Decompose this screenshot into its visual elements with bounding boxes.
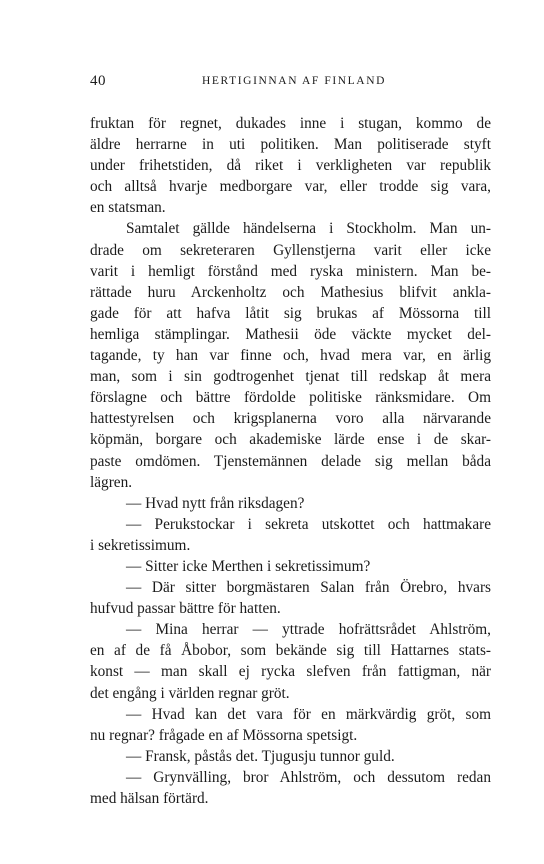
- text-line: lägren.: [90, 473, 133, 491]
- text-line: drade om sekreteraren Gyllenstjerna varit eller icke: [90, 241, 491, 259]
- text-line: konst — man skall ej rycka slefven från fattigman, när: [90, 663, 491, 681]
- text-line: rättade huru Arckenholtz och Mathesius blifvit ankla-: [90, 283, 491, 301]
- text-line: hattestyrelsen och krigsplanerna voro alla närvarande: [90, 410, 491, 428]
- text-line: hemliga stämplingar. Mathesii öde väckte mycket del-: [90, 325, 491, 343]
- text-line: med hälsan förtärd.: [90, 790, 209, 807]
- text-line: — Grynvälling, bror Ahlström, och dessutom redan: [126, 768, 491, 786]
- text-line: Samtalet gällde händelserna i Stockholm. Man un-: [126, 220, 491, 238]
- text-line: gade för att hafva låtit sig brukas af Mössorna till: [90, 304, 491, 322]
- text-line: äldre herrarne in uti politiken. Man politiserade styft: [90, 136, 491, 154]
- text-line: — Där sitter borgmästaren Salan från Örebro, hvars: [126, 579, 491, 597]
- body-text: [90, 113, 491, 809]
- text-line: under frihetstiden, då riket i verkligheten var republik: [90, 157, 491, 175]
- text-line: paste omdömen. Tjenstemännen delade sig mellan båda: [90, 452, 491, 470]
- text-line: — Mina herrar — yttrade hofrättsrådet Ahlström,: [126, 621, 491, 639]
- text-line: hufvud passar bättre för hatten.: [90, 600, 281, 618]
- page-header: [90, 73, 490, 97]
- text-line: — Hvad nytt från riksdagen?: [126, 494, 305, 512]
- text-line: varit i hemligt förstånd med ryska ministern. Man be-: [90, 262, 491, 280]
- text-line: nu regnar? frågade en af Mössorna spetsigt.: [90, 726, 358, 744]
- running-title: HERTIGINNAN AF FINLAND: [202, 75, 387, 87]
- text-line: — Perukstockar i sekreta utskottet och hattmakare: [126, 515, 491, 533]
- text-line: — Sitter icke Merthen i sekretissimum?: [126, 557, 371, 575]
- text-line: fruktan för regnet, dukades inne i stugan, kommo de: [90, 115, 491, 132]
- text-line: — Hvad kan det vara för en märkvärdig gröt, som: [126, 705, 491, 723]
- text-line: en af de få Åbobor, som bekände sig till Hattarnes stats-: [90, 642, 491, 660]
- text-line: en statsman.: [90, 199, 166, 217]
- text-line: tagande, ty han var finne och, hvad mera var, en ärlig: [90, 347, 491, 365]
- text-line: köpmän, borgare och akademiske lärde ense i de skar-: [90, 431, 491, 449]
- text-line: i sekretissimum.: [90, 536, 191, 554]
- page-number: 40: [90, 73, 106, 89]
- text-line: — Fransk, påstås det. Tjugusju tunnor guld.: [126, 747, 395, 765]
- text-line: det engång i världen regnar gröt.: [90, 684, 290, 702]
- text-line: förslagne och bättre fördolde politiske ränksmidare. Om: [90, 389, 491, 407]
- text-line: man, som i sin godtrogenhet tjenat till redskap åt mera: [90, 368, 491, 386]
- text-line: och alltså hvarje medborgare var, eller trodde sig vara,: [90, 178, 491, 196]
